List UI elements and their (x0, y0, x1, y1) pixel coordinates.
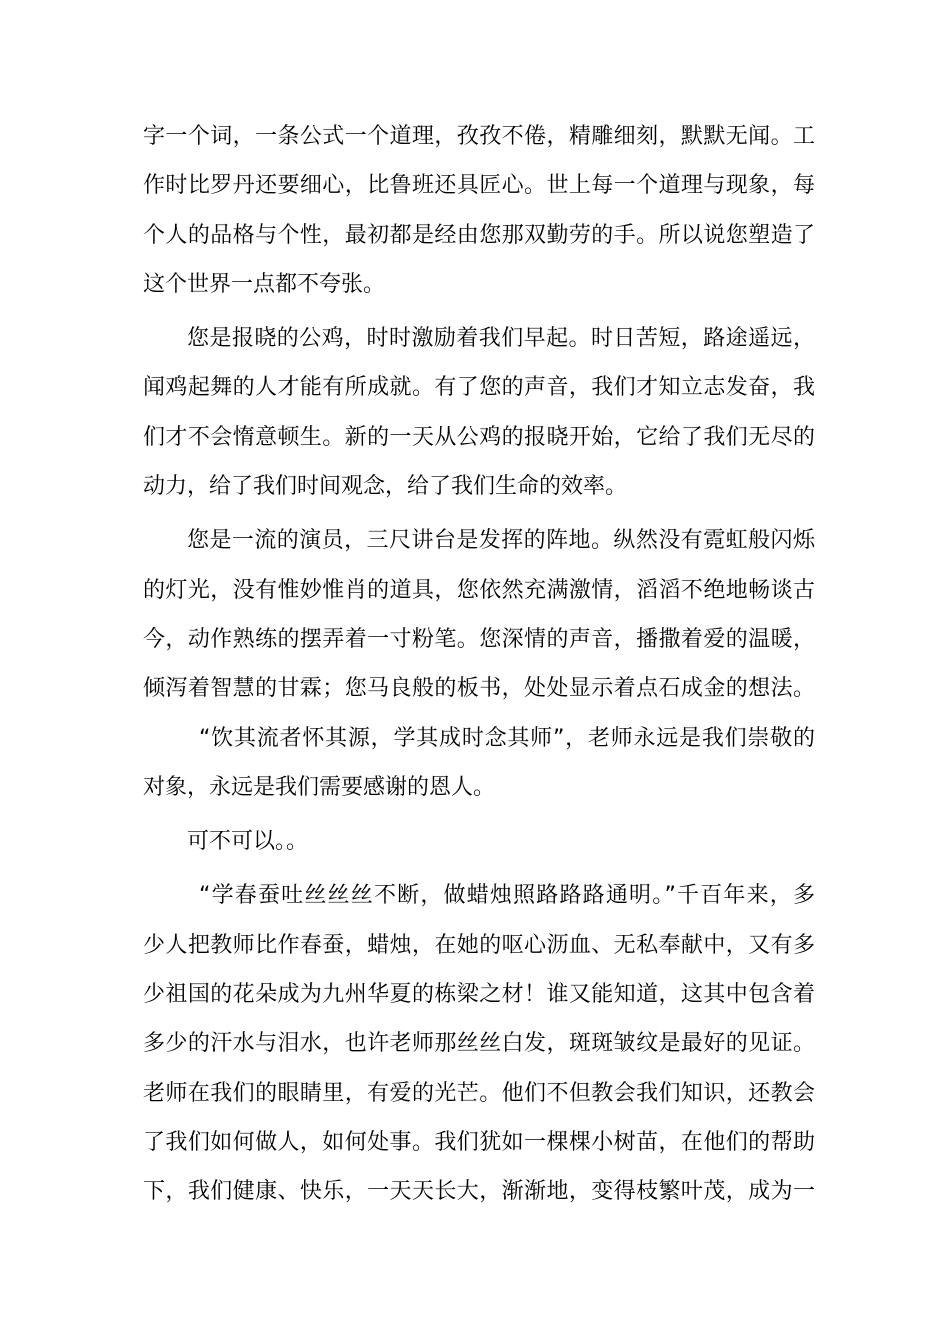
paragraph-3 (143, 516, 815, 713)
text-line: 这个世界一点都不夸张。 (143, 271, 386, 297)
text-line: 个人的品格与个性，最初都是经由您那双勤劳的手。所以说您塑造了 (143, 222, 815, 248)
paragraph-2 (143, 314, 815, 511)
text-line: 们才不会惰意顿生。新的一天从公鸡的报晓开始，它给了我们无尽的 (143, 424, 815, 450)
paragraph-6 (143, 871, 815, 1216)
text-line: “饮其流者怀其源，学其成时念其师”，老师永远是我们崇敬的 (199, 725, 815, 751)
document-body (143, 112, 815, 1217)
text-line: 作时比罗丹还要细心，比鲁班还具匠心。世上每一个道理与现象，每 (143, 173, 815, 199)
text-line: 倾泻着智慧的甘霖；您马良般的板书，处处显示着点石成金的想法。 (143, 676, 815, 702)
text-line: 闻鸡起舞的人才能有所成就。有了您的声音，我们才知立志发奋，我 (143, 375, 815, 401)
text-line: 动力，给了我们时间观念，给了我们生命的效率。 (143, 474, 628, 500)
text-line: 少祖国的花朵成为九州华夏的栋梁之材！谁又能知道，这其中包含着 (143, 982, 815, 1008)
paragraph-4 (143, 714, 815, 813)
text-line: 今，动作熟练的摆弄着一寸粉笔。您深情的声音，播撒着爱的温暖， (143, 626, 815, 652)
text-line: 了我们如何做人，如何处事。我们犹如一棵棵小树苗，在他们的帮助 (143, 1129, 815, 1155)
text-line: 多少的汗水与泪水，也许老师那丝丝白发，斑斑皱纹是最好的见证。 (143, 1031, 815, 1057)
text-line: 您是报晓的公鸡，时时激励着我们早起。时日苦短，路途遥远， (187, 326, 815, 352)
text-line: 可不可以。。 (187, 829, 309, 855)
text-line: 您是一流的演员，三尺讲台是发挥的阵地。纵然没有霓虹般闪烁 (187, 528, 815, 554)
text-line: 对象，永远是我们需要感谢的恩人。 (143, 774, 496, 800)
text-line: 老师在我们的眼睛里，有爱的光芒。他们不但教会我们知识，还教会 (143, 1080, 815, 1106)
text-line: 少人把教师比作春蚕，蜡烛，在她的呕心沥血、无私奉献中，又有多 (143, 932, 815, 958)
text-line: 字一个词，一条公式一个道理，孜孜不倦，精雕细刻，默默无闻。工 (143, 124, 815, 149)
text-line: 下，我们健康、快乐，一天天长大，渐渐地，变得枝繁叶茂，成为一 (143, 1179, 815, 1205)
paragraph-1 (143, 112, 815, 309)
text-line: “学春蚕吐丝丝丝不断，做蜡烛照路路路通明。”千百年来，多 (199, 883, 815, 909)
text-line: 的灯光，没有惟妙惟肖的道具，您依然充满激情，滔滔不绝地畅谈古 (143, 577, 815, 603)
paragraph-5 (143, 817, 815, 866)
